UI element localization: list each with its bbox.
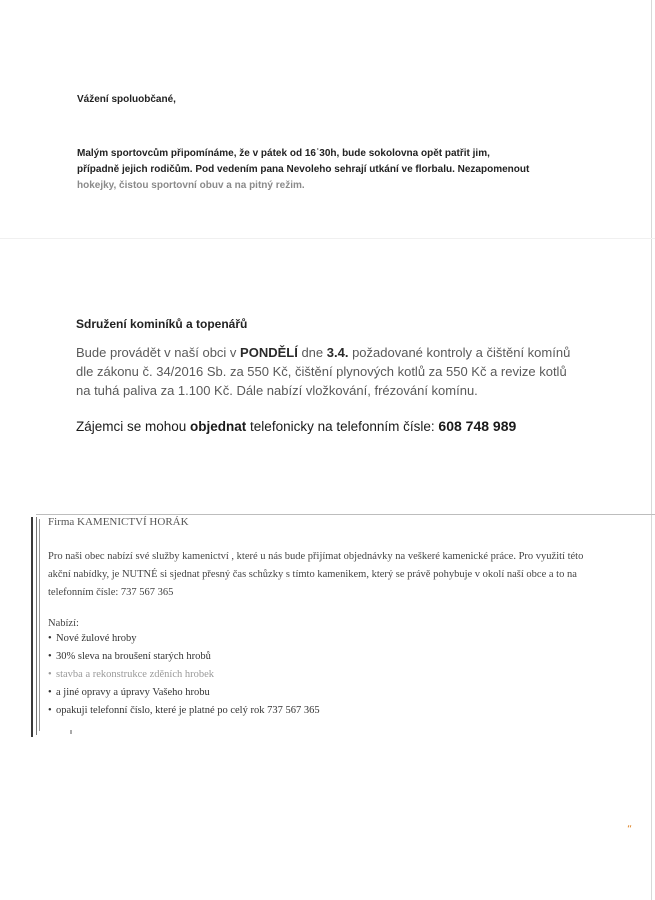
chimney-body-mid: dne	[297, 345, 327, 360]
section-divider	[0, 238, 655, 239]
left-scan-rule-3	[39, 519, 40, 731]
scan-speck	[70, 730, 72, 734]
bullet-icon: •	[48, 669, 52, 680]
stray-ink-mark: “	[627, 824, 633, 835]
left-scan-rule-1	[31, 517, 33, 737]
list-item	[48, 648, 608, 666]
list-item	[48, 684, 608, 702]
stonemason-notice	[48, 516, 608, 720]
chimney-phone: 608 748 989	[438, 418, 517, 434]
firm-name: Firma KAMENICTVÍ HORÁK	[48, 516, 189, 528]
list-item-text: a jiné opravy a úpravy Vašeho hrobu	[56, 687, 210, 698]
list-item	[48, 630, 608, 648]
sports-notice-line-2: případně jejich rodičům. Pod vedením pana Nevoleho sehrají utkání ve florbalu. Nezapomenout	[77, 164, 530, 175]
list-item	[48, 702, 608, 720]
sports-notice	[77, 92, 577, 194]
contact-pre: Zájemci se mohou	[76, 419, 191, 434]
chimney-sweep-notice	[76, 317, 576, 448]
contact-post: telefonicky na telefonním čísle:	[246, 419, 439, 434]
list-item-text: 30% sleva na broušení starých hrobů	[56, 651, 211, 662]
offers-label: Nabízí:	[48, 618, 79, 629]
bullet-icon: •	[48, 651, 52, 662]
list-item-text: Nové žulové hroby	[56, 633, 137, 644]
sports-notice-line-1: Malým sportovcům připomínáme, že v pátek od 16˙30h, bude sokolovna opět patřit jim,	[77, 148, 490, 159]
chimney-body-pre: Bude provádět v naší obci v	[76, 345, 241, 360]
bullet-icon: •	[48, 687, 52, 698]
bullet-icon: •	[48, 633, 52, 644]
stonemason-top-rule	[36, 514, 655, 515]
sports-notice-line-3: hokejky, čistou sportovní obuv a na pitný režim.	[77, 180, 305, 191]
left-scan-rule-2	[36, 517, 37, 735]
list-item	[48, 666, 608, 684]
bullet-icon: •	[48, 705, 52, 716]
stonemason-paragraph: Pro naši obec nabízí své služby kamenictví , které u nás bude přijímat objednávky na veškeré kamenické práce. Pro využití této akční nabídky, je NUTNÉ si sjednat přesný čas schůzky s tímto kamenikem, který se právě pohybuje v okolí naší obce a to na telefonním čísle: 737 567 365	[48, 551, 584, 598]
scan-edge	[651, 0, 652, 900]
chimney-contact	[76, 418, 576, 434]
list-item-text: opakuji telefonní číslo, které je platné po celý rok 737 567 365	[56, 705, 320, 716]
chimney-body	[76, 343, 576, 400]
chimney-date: 3.4.	[326, 345, 349, 360]
offers-list	[48, 630, 608, 720]
chimney-heading: Sdružení kominíků a topenářů	[76, 317, 248, 331]
chimney-day: PONDĚLÍ	[240, 345, 298, 360]
contact-bold: objednat	[190, 419, 247, 434]
greeting: Vážení spoluobčané,	[77, 94, 176, 105]
chimney-body-post: požadované kontroly a čištění komínů dle zákonu č. 34/2016 Sb. za 550 Kč, čištění plynových kotlů za 550 Kč a revize kotlů na tuhá paliva za 1.100 Kč. Dále nabízí vložkování, frézování komínu.	[76, 345, 571, 398]
list-item-text: stavba a rekonstrukce zděních hrobek	[56, 669, 215, 680]
